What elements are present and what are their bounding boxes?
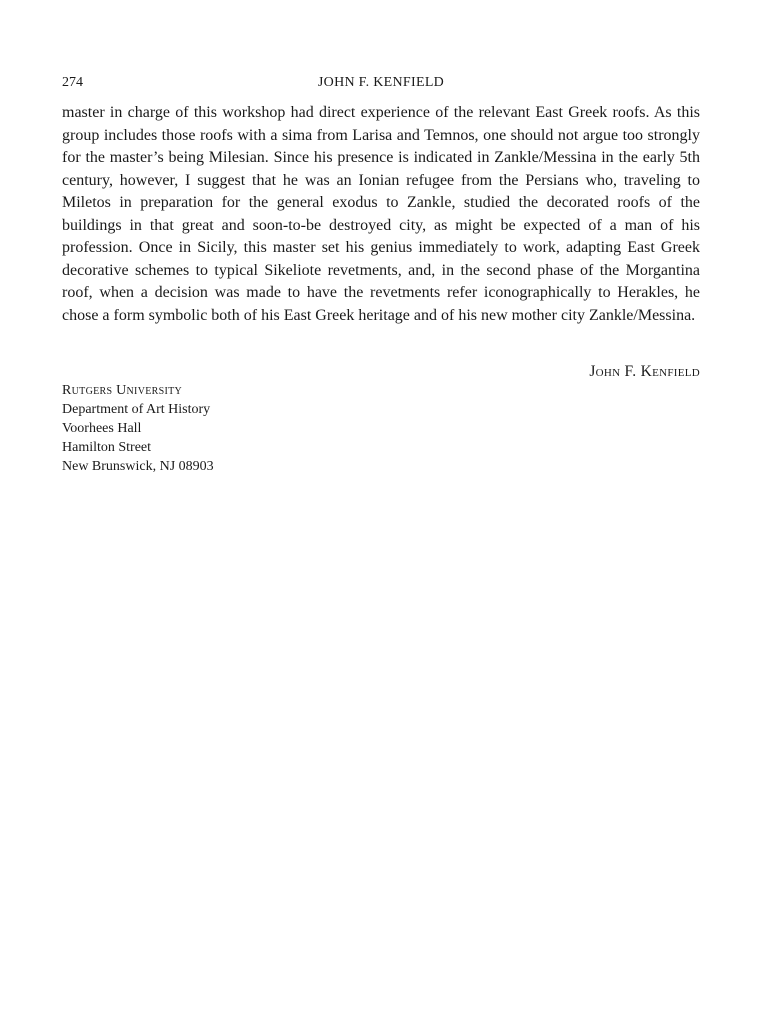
- running-head: JOHN F. KENFIELD: [317, 75, 445, 90]
- author-signature: John F. Kenfield: [589, 363, 700, 380]
- author-affiliation: [62, 381, 214, 476]
- affiliation-street: Hamilton Street: [62, 440, 152, 455]
- affiliation-city: New Brunswick, NJ 08903: [62, 459, 214, 474]
- affiliation-department: Department of Art History: [62, 402, 211, 417]
- body-paragraph: master in charge of this workshop had direct experience of the relevant East Greek roofs. As this group includes those roofs with a sima from Larisa and Temnos, one should not argue too strongly for the master’s being Milesian. Since his presence is indicated in Zankle/Messina in the early 5th century, however, I suggest that he was an Ionian refugee from the Persians who, traveling to Miletos in preparation for the general exodus to Zankle, studied the decorated roofs of the buildings in that great and soon-to-be destroyed city, as might be expected of a man of his profession. Once in Sicily, this master set his genius immediately to work, adapting East Greek decorative schemes to typical Sikeliote revetments, and, in the second phase of the Morgantina roof, when a decision was made to have the revetments refer iconographically to Herakles, he chose a form symbolic both of his East Greek heritage and of his new mother city Zankle/Messina.: [62, 104, 700, 324]
- affiliation-building: Voorhees Hall: [62, 421, 142, 436]
- page-number: 274: [62, 75, 83, 90]
- affiliation-institution: Rutgers University: [62, 383, 183, 398]
